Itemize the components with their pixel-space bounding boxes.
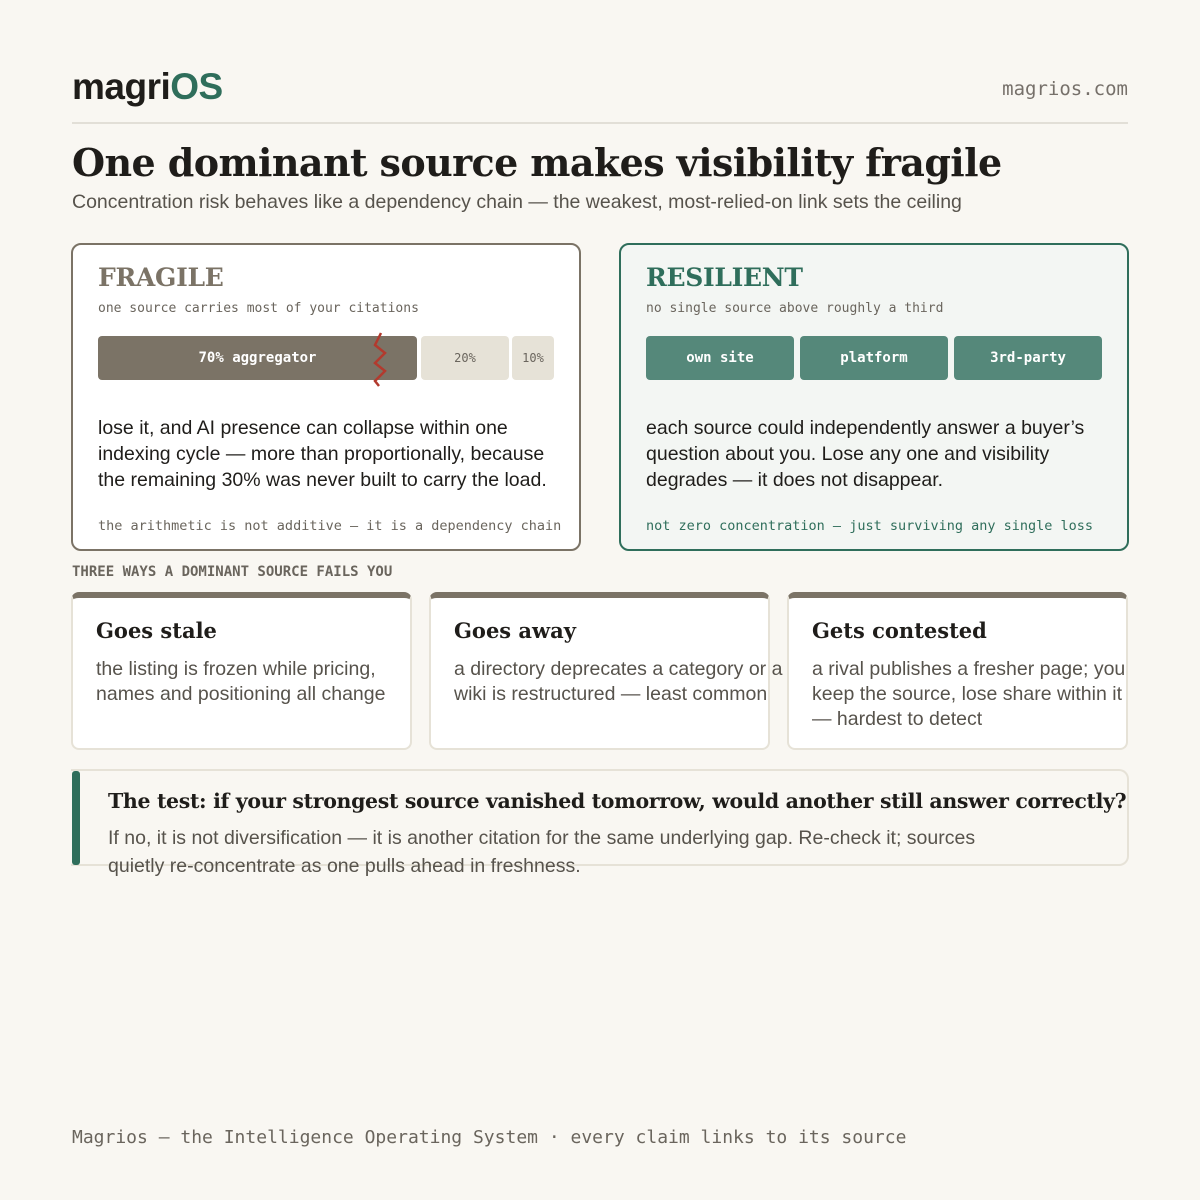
- failure-body: the listing is frozen while pricing, names and positioning all change: [96, 658, 386, 705]
- failure-title: Gets contested: [812, 618, 987, 643]
- segment-platform: platform: [800, 336, 948, 380]
- segment-20: 20%: [421, 336, 509, 380]
- fragile-footnote: the arithmetic is not additive — it is a dependency chain: [98, 518, 562, 534]
- resilient-card: [619, 243, 1129, 551]
- failure-title: Goes stale: [96, 618, 217, 643]
- failure-body: a directory deprecates a category or a wiki is restructured — least common: [454, 658, 783, 705]
- segment-own-site: own site: [646, 336, 794, 380]
- failure-body: a rival publishes a fresher page; you keep the source, lose share within it — hardest to detect: [812, 658, 1126, 730]
- resilient-footnote: not zero concentration — just surviving any single loss: [646, 518, 1094, 534]
- section-label: THREE WAYS A DOMINANT SOURCE FAILS YOU: [72, 564, 393, 580]
- logo-text-accent: OS: [170, 66, 223, 107]
- site-link[interactable]: magrios.com: [1002, 78, 1128, 100]
- brand-logo[interactable]: [72, 66, 223, 108]
- fragile-label: FRAGILE: [98, 263, 224, 292]
- zigzag-break-icon: [371, 331, 395, 387]
- test-title: The test: if your strongest source vanished tomorrow, would another still answer correctly?: [108, 789, 1127, 813]
- test-body: If no, it is not diversification — it is another citation for the same underlying gap. Re-check it; sources quietly re-concentrate as one pulls ahead in freshness.: [108, 827, 976, 877]
- failure-card-away: [429, 592, 783, 750]
- callout-accent-bar: [72, 771, 80, 865]
- fragile-body: lose it, and AI presence can collapse within one indexing cycle — more than proportionally, because the remaining 30% was never built to carry the load.: [98, 417, 547, 491]
- page-footer: Magrios — the Intelligence Operating System · every claim links to its source: [72, 1127, 907, 1148]
- failure-title: Goes away: [454, 618, 576, 643]
- segment-3rd-party: 3rd-party: [954, 336, 1102, 380]
- logo-text-main: magri: [72, 66, 171, 107]
- failure-card-contested: [787, 592, 1128, 750]
- segment-10: 10%: [512, 336, 554, 380]
- page-header: [72, 64, 1128, 124]
- fragile-card: [71, 243, 581, 551]
- page-title: One dominant source makes visibility fragile: [72, 140, 1002, 185]
- resilient-caption: no single source above roughly a third: [646, 301, 944, 316]
- fragile-caption: one source carries most of your citations: [98, 301, 419, 316]
- failure-card-stale: [71, 592, 412, 750]
- page-subtitle: Concentration risk behaves like a dependency chain — the weakest, most-relied-on link sets the ceiling: [72, 191, 962, 213]
- resilient-label: RESILIENT: [646, 263, 803, 292]
- resilient-body: each source could independently answer a buyer’s question about you. Lose any one and visibility degrades — it does not disappear.: [646, 417, 1085, 491]
- segment-aggregator: 70% aggregator: [98, 336, 417, 380]
